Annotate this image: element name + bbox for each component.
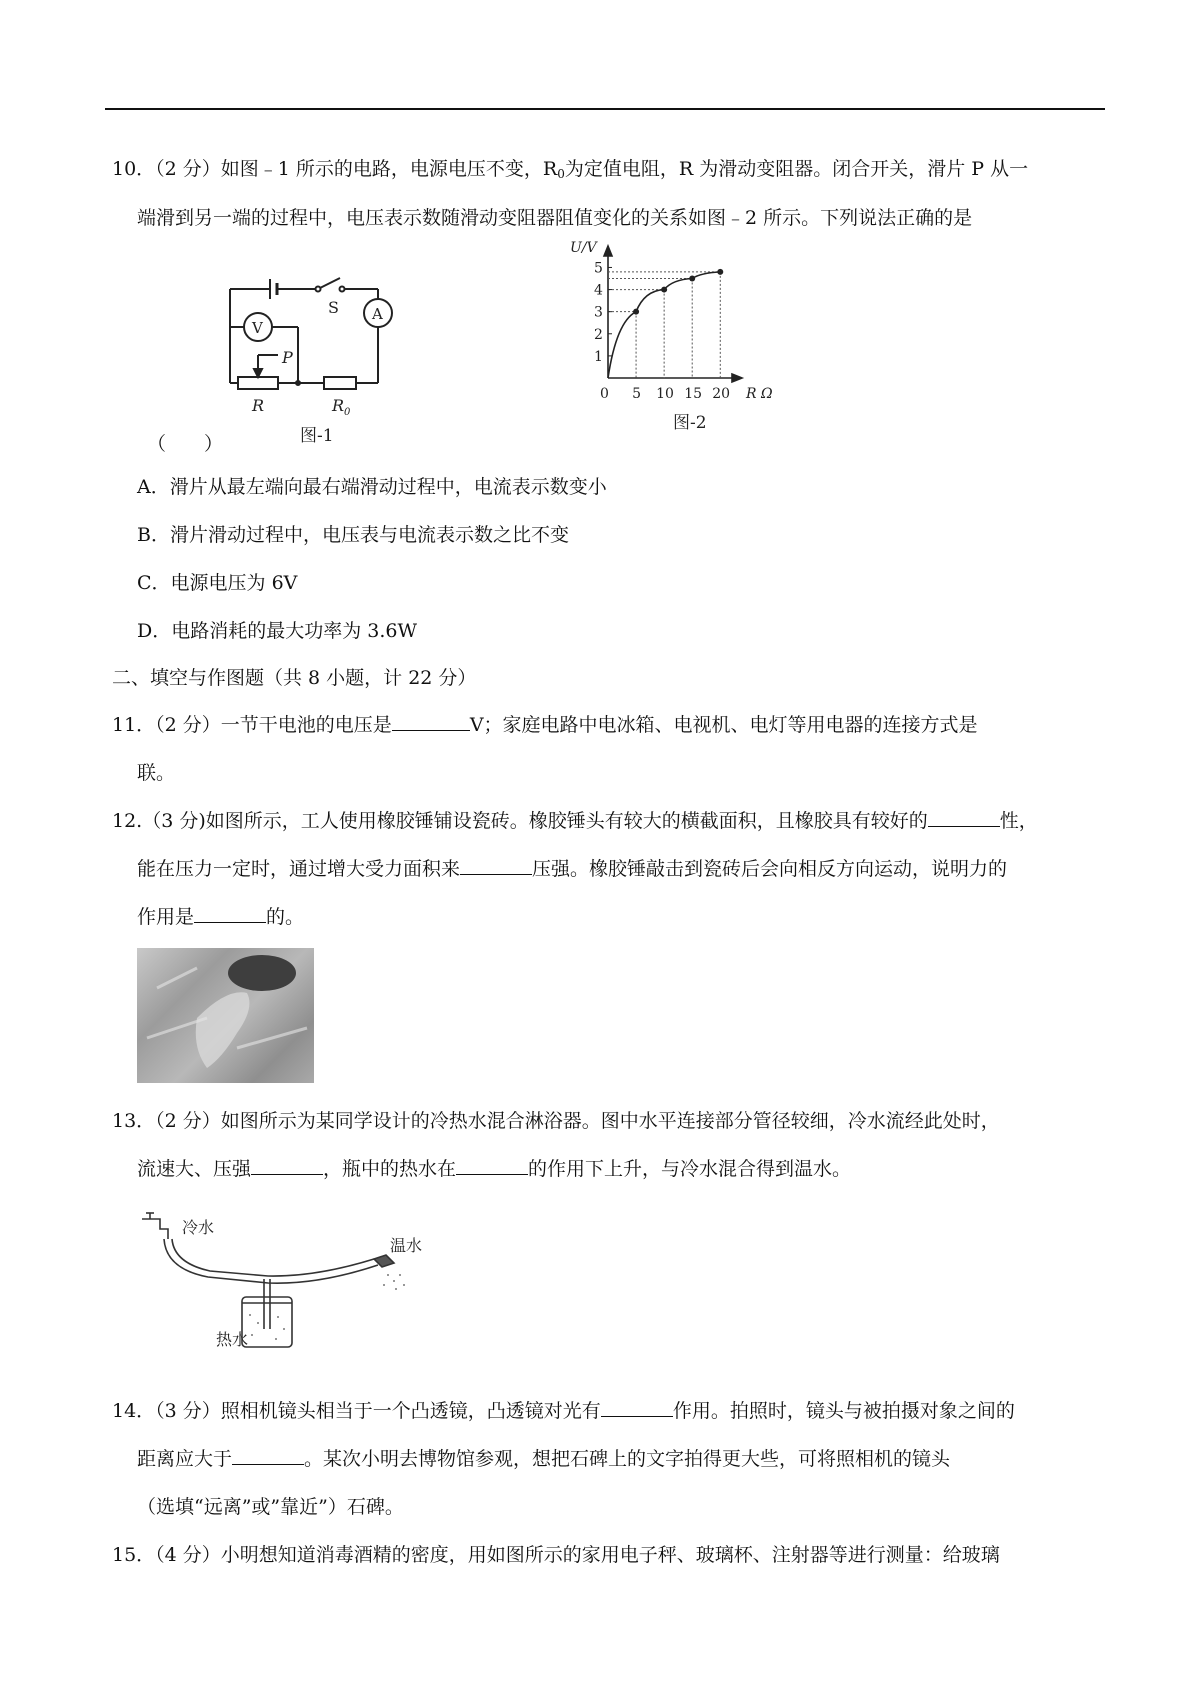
q12-blank-3[interactable] (194, 904, 266, 923)
q14-blank-1[interactable] (601, 1398, 673, 1417)
x-tick-label: 15 (684, 386, 703, 402)
q12-line3: 作用是 的。 (137, 906, 305, 928)
y-tick-label: 3 (594, 304, 603, 321)
q11-blank-1[interactable] (392, 712, 470, 731)
q13-blank-2[interactable] (456, 1156, 528, 1175)
rheostat-label: R (252, 396, 265, 415)
q11-line1: 11．（2 分）一节干电池的电压是 V；家庭电路中电冰箱、电视机、电灯等用电器的连接方式是 (112, 714, 978, 736)
q14-line2: 距离应大于 。某次小明去博物馆参观，想把石碑上的文字拍得更大些，可将照相机的镜头 (137, 1448, 951, 1470)
section-2-heading: 二、填空与作图题（共 8 小题，计 22 分） (112, 667, 477, 689)
q12-line1: 12.（3 分)如图所示，工人使用橡胶锤铺设瓷砖。橡胶锤头有较大的横截面积，且橡胶具有较好的 性， (112, 810, 1038, 832)
q14-blank-2[interactable] (232, 1446, 304, 1465)
data-point (633, 309, 639, 315)
cold-water-label: 冷水 (182, 1218, 215, 1237)
q10-option-c: C．电源电压为 6V (137, 572, 298, 594)
q13-line2: 流速大、压强 ，瓶中的热水在 的作用下上升，与冷水混合得到温水。 (137, 1158, 852, 1180)
y-tick-label: 5 (594, 260, 603, 277)
graph-origin: 0 (600, 386, 609, 402)
y-tick-label: 2 (594, 326, 603, 343)
x-tick-label: 10 (656, 386, 674, 402)
figure-circuit (220, 265, 420, 450)
ammeter-label: A (372, 305, 383, 323)
data-point (717, 269, 723, 275)
figure-graph (568, 238, 788, 443)
resistor-label: $R_0$ (332, 396, 351, 418)
q10-option-a: A．滑片从最左端向最右端滑动过程中，电流表示数变小 (137, 476, 607, 498)
y-tick-label: 4 (594, 282, 603, 299)
y-tick-label: 1 (594, 348, 603, 365)
q10-line2: 端滑到另一端的过程中，电压表示数随滑动变阻器阻值变化的关系如图﹣2 所示。下列说法正确的是 (137, 207, 973, 229)
q10-option-b: B．滑片滑动过程中，电压表与电流表示数之比不变 (137, 524, 569, 546)
q10-answer-bracket: （ ） (147, 433, 224, 455)
graph-xlabel: R Ω (746, 386, 773, 402)
voltmeter-label: V (252, 319, 263, 337)
q14-line1: 14．（3 分）照相机镜头相当于一个凸透镜，凸透镜对光有 作用。拍照时，镜头与被拍摄对象之间的 (112, 1400, 1015, 1422)
hot-water-label: 热水 (216, 1330, 249, 1349)
figure-2-caption: 图-2 (673, 413, 707, 433)
q12-line2: 能在压力一定时，通过增大受力面积来 压强。橡胶锤敲击到瓷砖后会向相反方向运动，说明力的 (137, 858, 1008, 880)
q13-blank-1[interactable] (251, 1156, 323, 1175)
x-tick-label: 5 (632, 386, 641, 402)
q15-line1: 15．（4 分）小明想知道消毒酒精的密度，用如图所示的家用电子秤、玻璃杯、注射器等进行测量：给玻璃 (112, 1544, 1000, 1566)
q13-line1: 13．（2 分）如图所示为某同学设计的冷热水混合淋浴器。图中水平连接部分管径较细，冷水流经此处时， (112, 1110, 1000, 1132)
data-point (689, 276, 695, 282)
slider-label: P (282, 348, 293, 367)
rubber-mallet-photo (137, 948, 314, 1083)
x-tick-label: 20 (712, 386, 731, 402)
graph-ylabel: U/V (570, 240, 597, 256)
figure-shower-mixer (138, 1205, 438, 1360)
q14-line3: （选填“远离”或”靠近”）石碑。 (137, 1496, 404, 1518)
data-point (661, 287, 667, 293)
header-rule (105, 108, 1105, 110)
figure-1-caption: 图-1 (300, 426, 334, 445)
q10-line1: 10．（2 分）如图﹣1 所示的电路，电源电压不变，$R_0$为定值电阻，R 为滑动变阻器。闭合开关，滑片 P 从一 (112, 158, 1029, 181)
q12-blank-1[interactable] (928, 808, 1000, 827)
q11-line2: 联。 (137, 762, 176, 784)
q12-blank-2[interactable] (460, 856, 532, 875)
switch-label: S (328, 298, 339, 317)
warm-water-label: 温水 (390, 1236, 423, 1255)
q10-option-d: D．电路消耗的最大功率为 3.6W (137, 620, 418, 642)
